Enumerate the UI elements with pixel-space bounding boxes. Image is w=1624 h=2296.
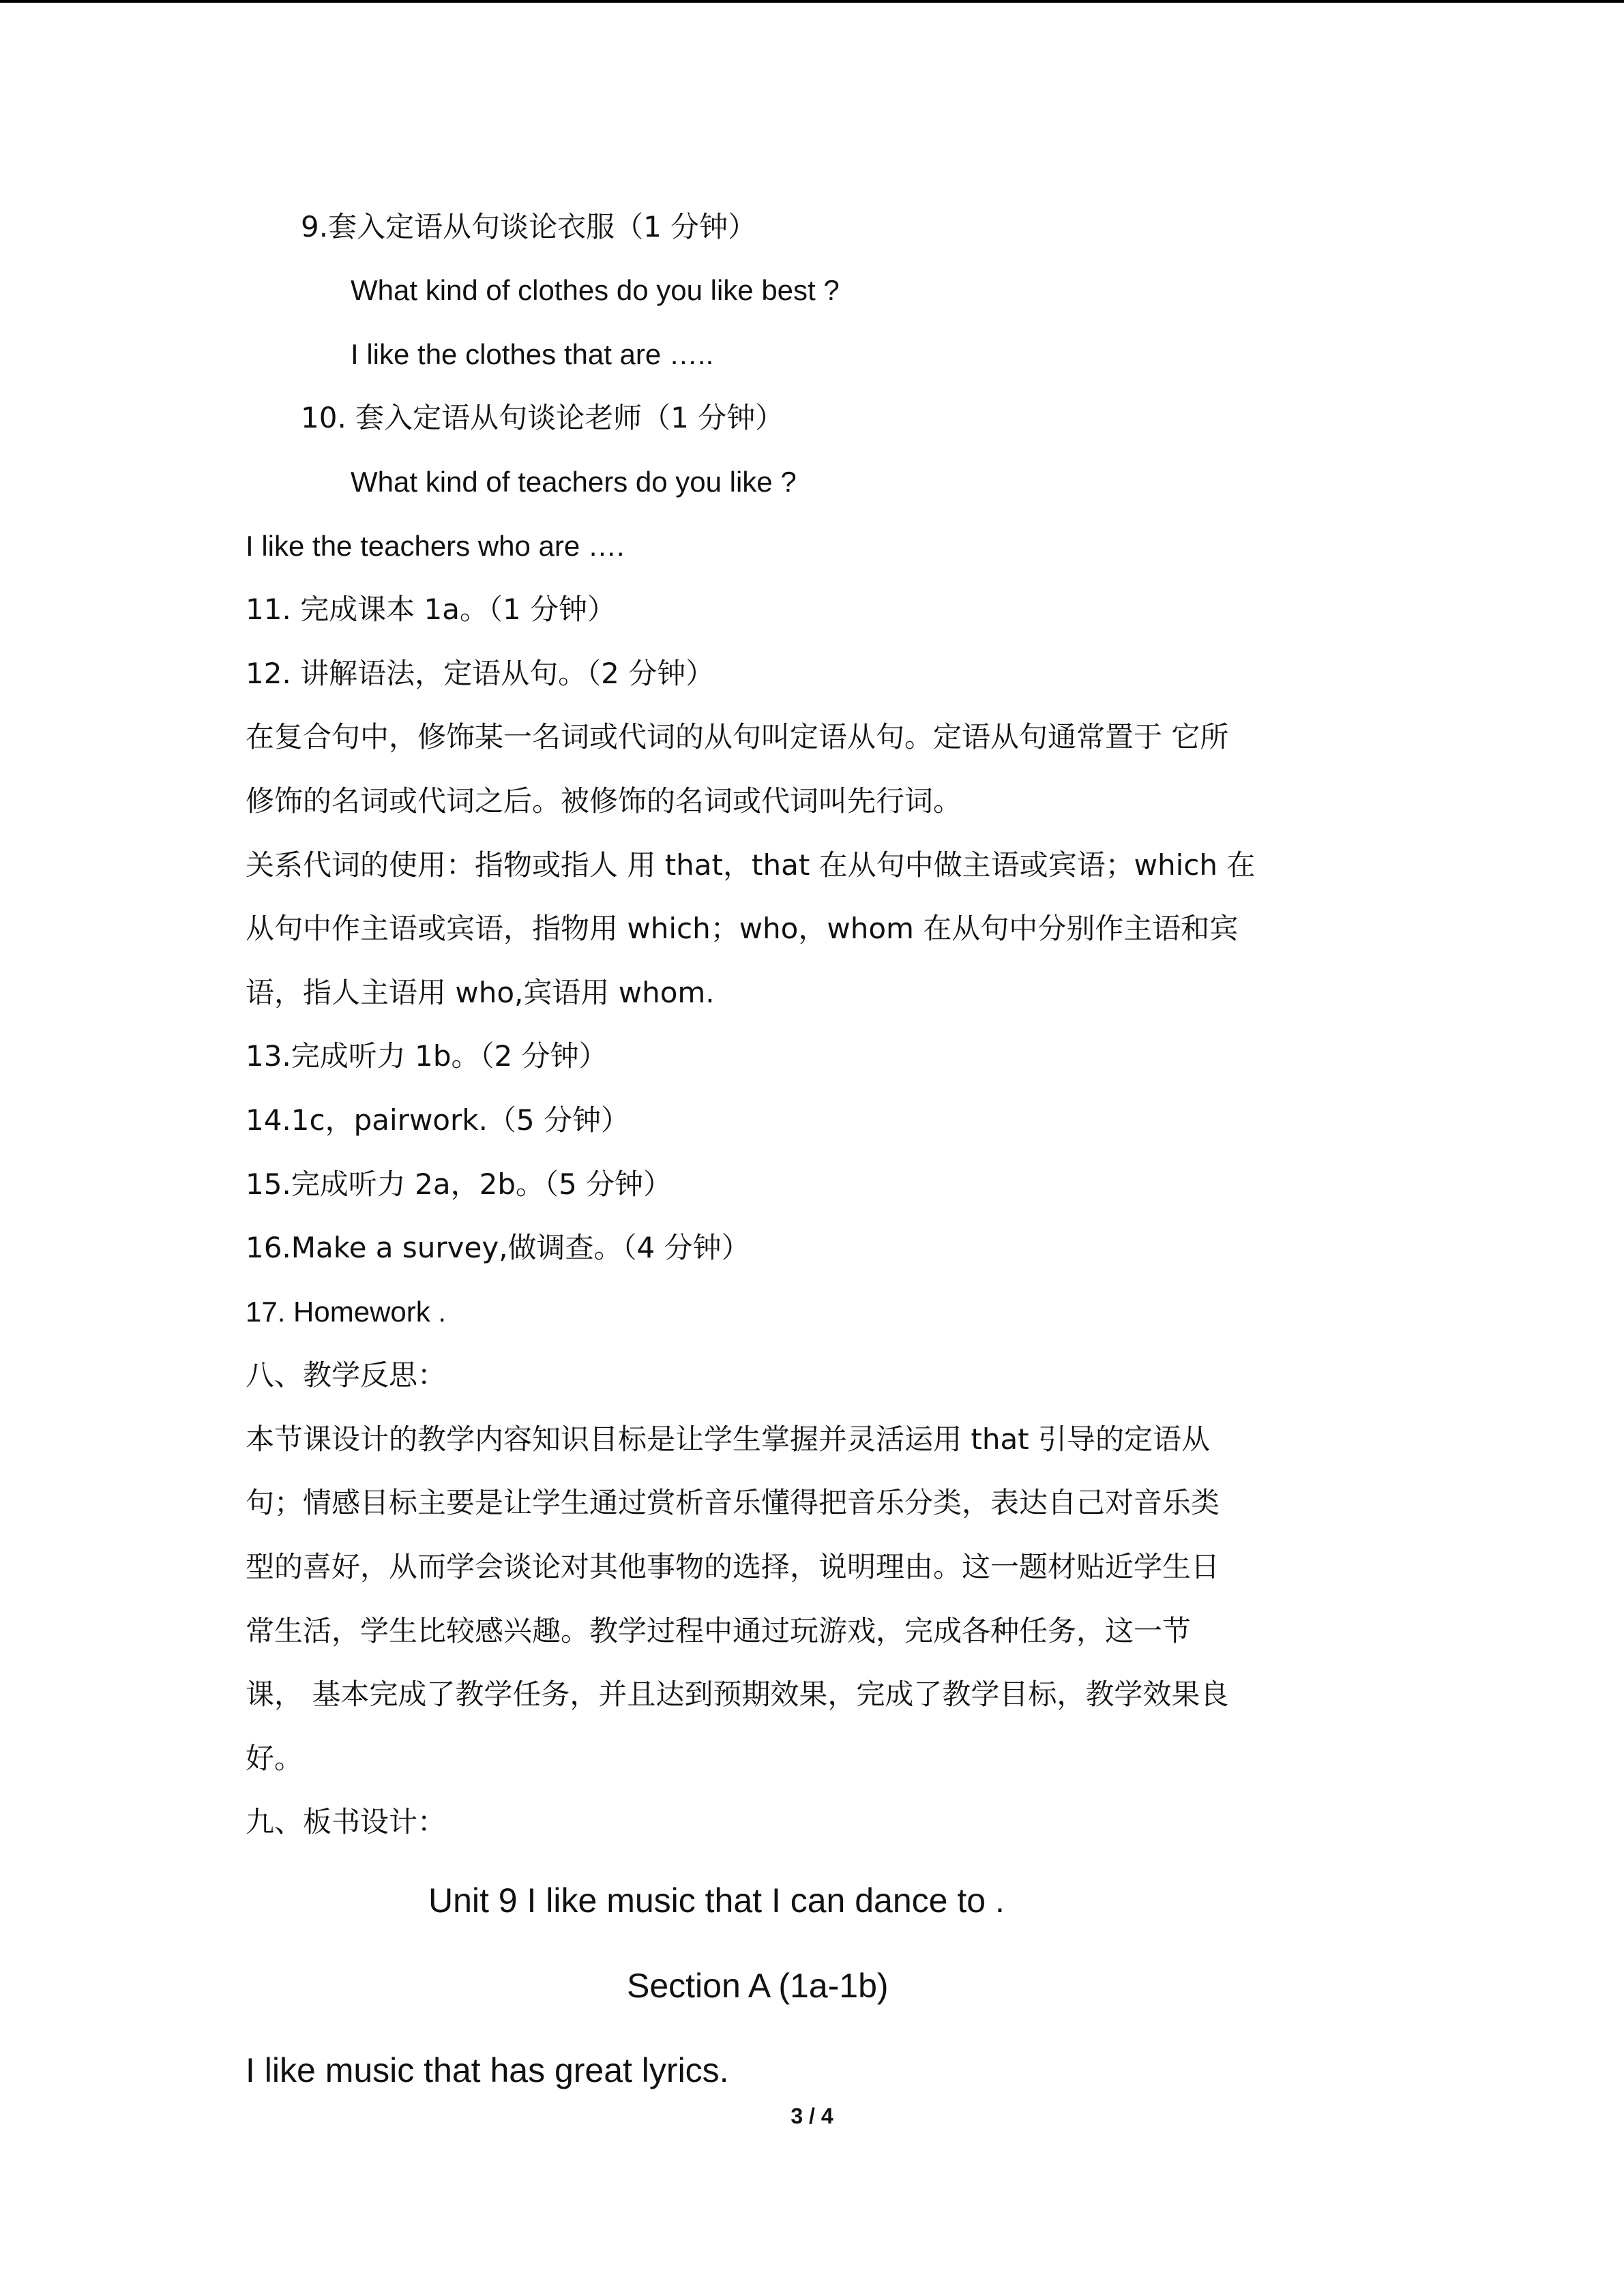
grammar-paragraph-line-1: 在复合句中，修饰某一名词或代词的从句叫定语从句。定语从句通常置于 它所 — [246, 720, 1229, 754]
step-13: 13.完成听力 1b。（2 分钟） — [246, 1039, 608, 1073]
step-9-question: What kind of clothes do you like best ? — [351, 274, 840, 306]
page-number: 3 / 4 — [791, 2104, 833, 2128]
step-12: 12. 讲解语法，定语从句。（2 分钟） — [246, 657, 715, 690]
reflection-line-2: 句；情感目标主要是让学生通过赏析音乐懂得把音乐分类，表达自己对音乐类 — [246, 1486, 1220, 1519]
step-15: 15.完成听力 2a，2b。（5 分钟） — [246, 1167, 673, 1201]
reflection-line-6: 好。 — [246, 1742, 304, 1775]
step-14: 14.1c，pairwork.（5 分钟） — [246, 1103, 630, 1137]
step-10-heading: 10. 套入定语从句谈论老师（1 分钟） — [301, 401, 784, 434]
board-title: Unit 9 I like music that I can dance to . — [428, 1881, 1005, 1920]
grammar-paragraph-line-2: 修饰的名词或代词之后。被修饰的名词或代词叫先行词。 — [246, 784, 962, 818]
board-example: I like music that has great lyrics. — [246, 2051, 729, 2089]
section-9-heading: 九、板书设计： — [246, 1805, 447, 1838]
board-section: Section A (1a-1b) — [627, 1967, 889, 2005]
step-9-heading: 9.套入定语从句谈论衣服（1 分钟） — [301, 210, 757, 243]
reflection-line-1: 本节课设计的教学内容知识目标是让学生掌握并灵活运用 that 引导的定语从 — [246, 1422, 1210, 1456]
pronoun-paragraph-line-1: 关系代词的使用：指物或指人 用 that，that 在从句中做主语或宾语；which 在 — [246, 848, 1256, 882]
reflection-line-3: 型的喜好，从而学会谈论对其他事物的选择，说明理由。这一题材贴近学生日 — [246, 1550, 1220, 1583]
step-10-answer: I like the teachers who are …. — [246, 530, 625, 562]
step-17: 17. Homework . — [246, 1296, 447, 1328]
reflection-line-5: 课， 基本完成了教学任务，并且达到预期效果，完成了教学目标，教学效果良 — [246, 1678, 1229, 1711]
step-16: 16.Make a survey,做调查。（4 分钟） — [246, 1231, 750, 1264]
step-9-answer: I like the clothes that are ….. — [351, 338, 714, 370]
step-10-question: What kind of teachers do you like ? — [351, 466, 797, 498]
reflection-line-4: 常生活，学生比较感兴趣。教学过程中通过玩游戏，完成各种任务，这一节 — [246, 1614, 1192, 1648]
step-11: 11. 完成课本 1a。（1 分钟） — [246, 593, 617, 626]
pronoun-paragraph-line-2: 从句中作主语或宾语，指物用 which；who，whom 在从句中分别作主语和宾 — [246, 912, 1239, 945]
pronoun-paragraph-line-3: 语，指人主语用 who,宾语用 whom. — [246, 976, 715, 1009]
section-8-heading: 八、教学反思： — [246, 1358, 447, 1392]
